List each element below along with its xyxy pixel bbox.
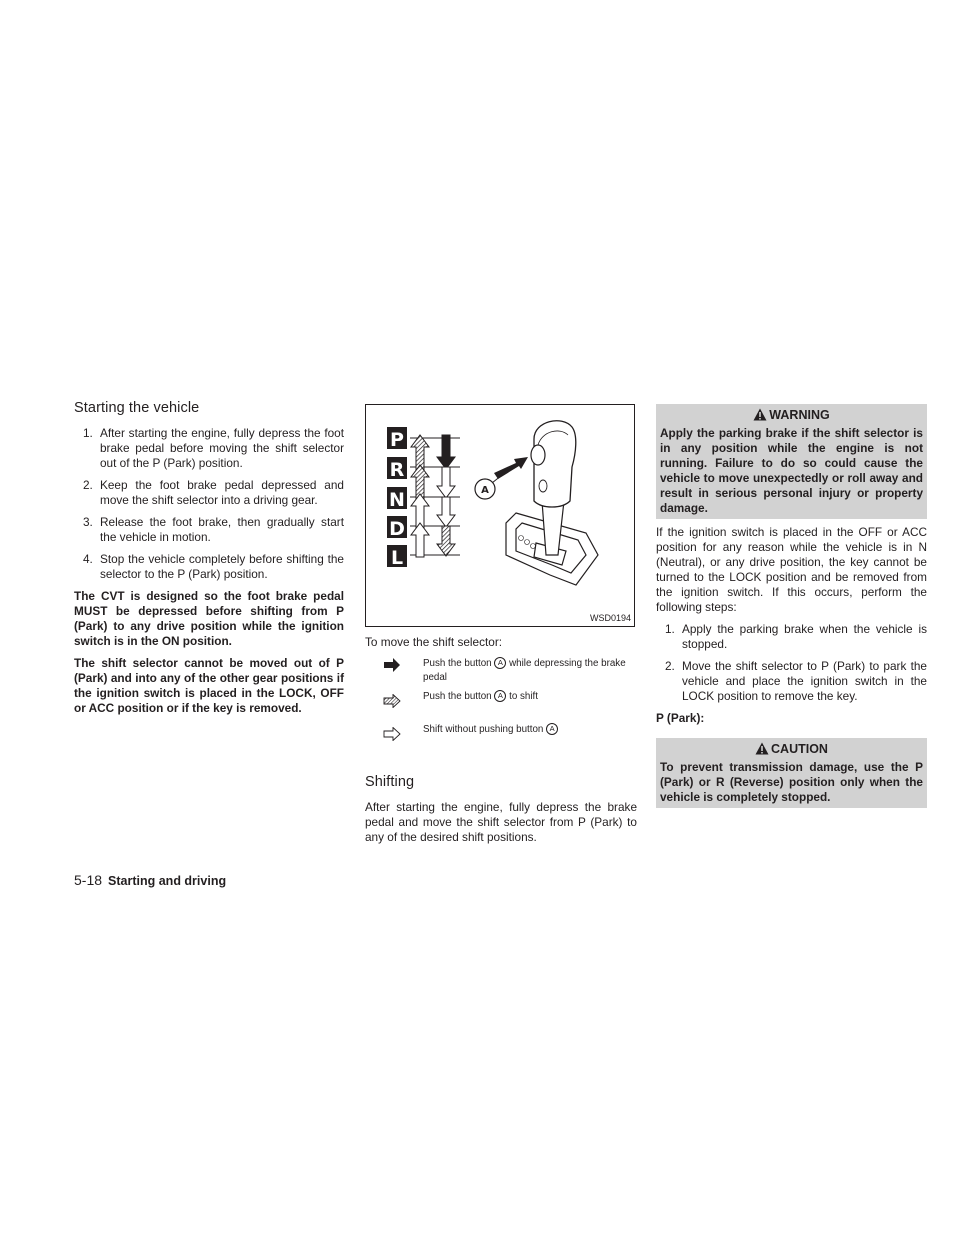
button-a-mark: A (494, 690, 506, 702)
ignition-para: If the ignition switch is placed in the OFF or ACC position for any reason while the vehicle is in N (Neutral), or any drive position, the key cannot be turned to the LOCK position and be removed from the ignition switch. If this occurs, perform the following steps: (656, 525, 927, 614)
figure-code: WSD0194 (589, 613, 631, 623)
section-heading-shifting: Shifting (365, 774, 415, 790)
list-item: 2. Keep the foot brake pedal depressed and move the shift selector into a driving gear. (83, 478, 344, 507)
legend-text: Push the button A while depressing the brake pedal (423, 658, 626, 683)
legend-item (365, 655, 637, 688)
column-shift-selector (365, 404, 637, 852)
shift-lock-note: The shift selector cannot be moved out of P (Park) and into any of the other gear positions if the ignition switch is placed in the LOCK, OFF or ACC position or if the key is removed. (74, 656, 344, 715)
caution-body: To prevent transmission damage, use the P (Park) or R (Reverse) position only when the vehicle is completely stopped. (660, 760, 923, 804)
solid-arrow-icon (383, 658, 401, 672)
page-footer (74, 872, 226, 888)
shifting-body: After starting the engine, fully depress the brake pedal and move the shift selector from P (Park) to any of the desired shift positions. (365, 800, 637, 844)
ignition-steps-list (656, 622, 927, 704)
column-starting-vehicle (74, 400, 344, 723)
warning-triangle-icon (753, 408, 767, 421)
warning-box (656, 404, 927, 519)
gear-label-l: L (390, 547, 404, 569)
gear-label-p: P (390, 429, 404, 451)
caution-triangle-icon (755, 742, 769, 755)
legend-text: Shift without pushing button A (423, 723, 633, 737)
push-arrow (494, 457, 528, 479)
gear-label-n: N (389, 489, 405, 511)
list-item: 3. Release the foot brake, then gradually start the vehicle in motion. (83, 515, 344, 544)
page-number: 5-18 (74, 872, 103, 888)
list-item: 1. Apply the parking brake when the vehicle is stopped. (665, 622, 927, 651)
caution-box (656, 738, 927, 808)
list-item: 1. After starting the engine, fully depress the foot brake pedal before moving the shift selector out of the P (Park) position. (83, 426, 344, 470)
shift-selector-figure (365, 404, 635, 627)
hatched-arrow-icon (383, 694, 401, 708)
starting-steps-list (74, 426, 344, 582)
figure-caption: To move the shift selector: (365, 635, 503, 649)
cvt-brake-note: The CVT is designed so the foot brake pedal MUST be depressed before shifting from P (Park) to any drive position while the ignition switch is in the ON position. (74, 589, 344, 648)
legend-text: Push the button A to shift (423, 691, 538, 702)
shift-arrows (411, 435, 455, 557)
shift-button (531, 445, 545, 465)
list-item: 4. Stop the vehicle completely before shifting the selector to the P (Park) position. (83, 552, 344, 581)
outline-arrow-icon (383, 727, 401, 741)
warning-body: Apply the parking brake if the shift selector is in any position while the engine is not running. Failure to do so could cause the vehicle to move unexpectedly or roll away and result in serious personal injury or property damage. (660, 426, 923, 515)
list-item: 2. Move the shift selector to P (Park) to park the vehicle and place the ignition switch in the LOCK position to remove the key. (665, 659, 927, 703)
park-label: P (Park): (656, 711, 705, 725)
footer-section-title: Starting and driving (108, 874, 227, 888)
legend-item (365, 688, 637, 721)
warning-title: WARNING (659, 407, 924, 423)
button-a-mark: A (546, 723, 558, 735)
gear-label-r: R (389, 459, 405, 481)
legend-item (365, 721, 637, 754)
caution-title: CAUTION (659, 741, 924, 757)
button-a-mark: A (494, 657, 506, 669)
column-warnings (656, 404, 927, 808)
section-heading-starting: Starting the vehicle (74, 400, 200, 416)
callout-a-label: A (481, 485, 489, 496)
gear-label-d: D (389, 518, 405, 540)
shift-selector-illustration (366, 405, 634, 626)
